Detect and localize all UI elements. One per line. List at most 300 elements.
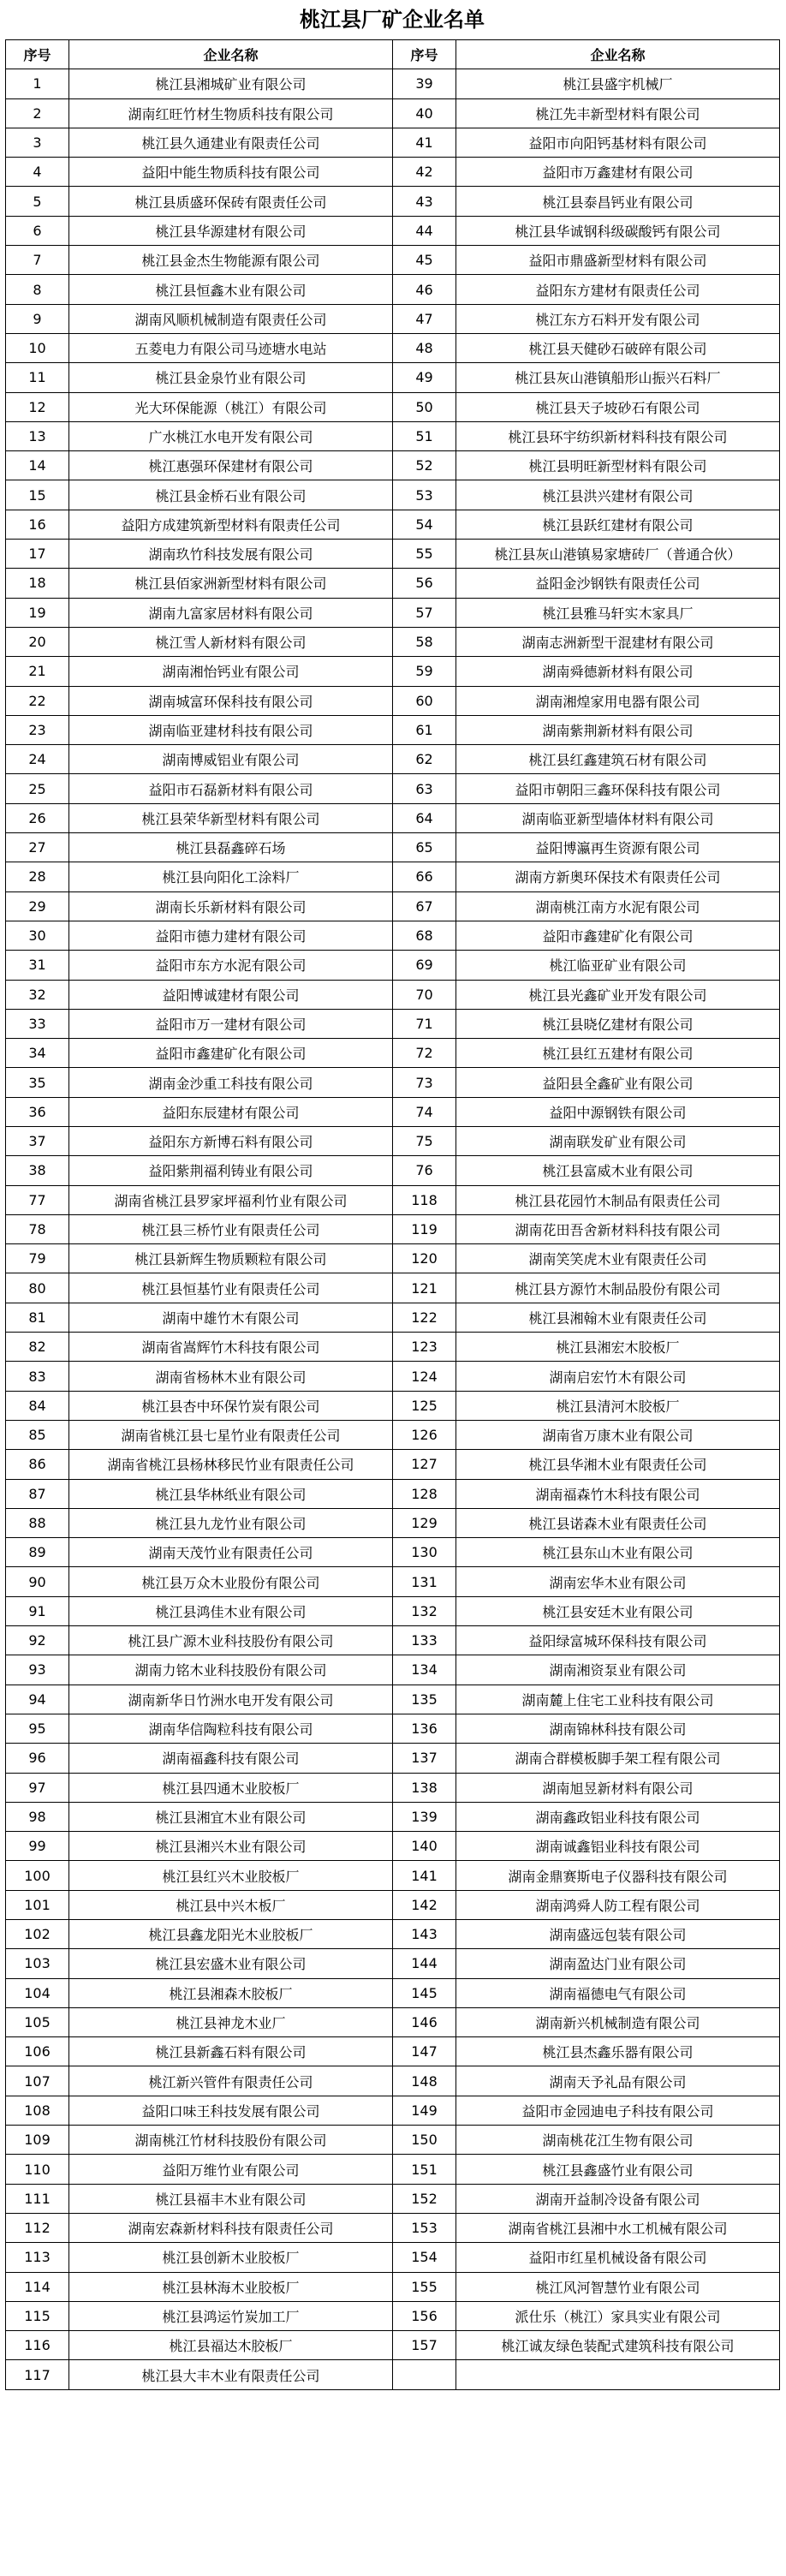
cell-name-right: 桃江县盛宇机械厂 (456, 69, 780, 98)
cell-no-left: 94 (6, 1685, 69, 1714)
cell-name-right: 湖南鑫政铝业科技有限公司 (456, 1802, 780, 1831)
table-row (6, 158, 780, 187)
cell-name-right: 桃江县杰鑫乐器有限公司 (456, 2037, 780, 2066)
table-row (6, 1832, 780, 1861)
cell-no-left: 79 (6, 1244, 69, 1273)
cell-name-left: 桃江县神龙木业厂 (69, 2007, 393, 2036)
table-row (6, 774, 780, 803)
cell-no-right: 120 (393, 1244, 456, 1273)
table-body (6, 69, 780, 2389)
cell-no-left: 98 (6, 1802, 69, 1831)
cell-no-left: 78 (6, 1214, 69, 1243)
table-row (6, 1890, 780, 1919)
table-row (6, 1978, 780, 2007)
table-row (6, 1567, 780, 1596)
table-row (6, 2155, 780, 2184)
cell-no-left: 12 (6, 392, 69, 421)
cell-no-left: 93 (6, 1655, 69, 1685)
cell-no-left: 103 (6, 1949, 69, 1978)
cell-name-right: 桃江先丰新型材料有限公司 (456, 98, 780, 128)
cell-no-right: 41 (393, 128, 456, 157)
cell-no-right: 126 (393, 1420, 456, 1449)
cell-name-right: 湖南盛远包装有限公司 (456, 1920, 780, 1949)
cell-no-right: 142 (393, 1890, 456, 1919)
cell-name-right: 桃江县湘翰木业有限责任公司 (456, 1303, 780, 1332)
cell-no-left: 100 (6, 1861, 69, 1890)
table-row (6, 862, 780, 891)
cell-no-left: 33 (6, 1009, 69, 1038)
cell-no-right: 141 (393, 1861, 456, 1890)
cell-name-right: 湖南志洲新型干混建材有限公司 (456, 627, 780, 656)
table-row (6, 2066, 780, 2096)
cell-no-right: 54 (393, 510, 456, 539)
cell-name-left: 桃江县福丰木业有限公司 (69, 2184, 393, 2213)
table-row (6, 246, 780, 275)
header-name-left: 企业名称 (69, 40, 393, 69)
table-row (6, 1185, 780, 1214)
cell-no-right: 56 (393, 569, 456, 598)
cell-no-right: 145 (393, 1978, 456, 2007)
cell-name-right: 湖南新兴机械制造有限公司 (456, 2007, 780, 2036)
cell-name-left: 益阳市德力建材有限公司 (69, 921, 393, 950)
cell-name-left: 桃江县恒鑫木业有限公司 (69, 275, 393, 304)
table-row (6, 1714, 780, 1743)
cell-no-right: 150 (393, 2126, 456, 2155)
cell-no-left: 82 (6, 1333, 69, 1362)
cell-name-right: 桃江县富威木业有限公司 (456, 1156, 780, 1185)
table-row (6, 686, 780, 715)
cell-name-left: 桃江县三桥竹业有限责任公司 (69, 1214, 393, 1243)
cell-name-right: 派仕乐（桃江）家具实业有限公司 (456, 2301, 780, 2330)
cell-name-right: 益阳市向阳钙基材料有限公司 (456, 128, 780, 157)
cell-name-right: 湖南笑笑虎木业有限责任公司 (456, 1244, 780, 1273)
cell-no-right: 146 (393, 2007, 456, 2036)
cell-name-left: 益阳市东方水泥有限公司 (69, 951, 393, 980)
table-row (6, 187, 780, 216)
table-row (6, 1009, 780, 1038)
cell-name-right: 湖南临亚新型墙体材料有限公司 (456, 803, 780, 832)
cell-no-left: 84 (6, 1391, 69, 1420)
cell-name-right: 桃江县跃红建材有限公司 (456, 510, 780, 539)
cell-no-left: 105 (6, 2007, 69, 2036)
cell-name-left: 桃江县湘宜木业有限公司 (69, 1802, 393, 1831)
cell-no-right: 129 (393, 1508, 456, 1537)
cell-no-left: 104 (6, 1978, 69, 2007)
cell-name-left: 桃江县新辉生物质颗粒有限公司 (69, 1244, 393, 1273)
cell-name-left: 益阳紫荆福利铸业有限公司 (69, 1156, 393, 1185)
cell-name-left: 桃江县金杰生物能源有限公司 (69, 246, 393, 275)
cell-no-right: 134 (393, 1655, 456, 1685)
header-no-left: 序号 (6, 40, 69, 69)
cell-name-right: 桃江县清河木胶板厂 (456, 1391, 780, 1420)
cell-no-left: 92 (6, 1626, 69, 1655)
cell-name-left: 湖南长乐新材料有限公司 (69, 891, 393, 921)
cell-name-left: 桃江县湘城矿业有限公司 (69, 69, 393, 98)
table-row (6, 2007, 780, 2036)
table-row (6, 2331, 780, 2360)
cell-name-right: 湖南花田吾舍新材料科技有限公司 (456, 1214, 780, 1243)
cell-name-left: 桃江县创新木业胶板厂 (69, 2243, 393, 2272)
table-row (6, 451, 780, 480)
cell-no-left: 5 (6, 187, 69, 216)
cell-name-left: 桃江县磊鑫碎石场 (69, 833, 393, 862)
cell-name-right: 桃江县红五建材有限公司 (456, 1039, 780, 1068)
cell-no-right: 154 (393, 2243, 456, 2272)
table-row (6, 1097, 780, 1126)
cell-name-left: 湖南金沙重工科技有限公司 (69, 1068, 393, 1097)
cell-no-left: 2 (6, 98, 69, 128)
table-row (6, 540, 780, 569)
cell-name-right: 湖南省桃江县湘中水工机械有限公司 (456, 2213, 780, 2242)
cell-no-right: 128 (393, 1479, 456, 1508)
cell-name-left: 益阳市万一建材有限公司 (69, 1009, 393, 1038)
table-row (6, 1273, 780, 1303)
cell-name-right: 湖南联发矿业有限公司 (456, 1126, 780, 1155)
cell-no-right: 43 (393, 187, 456, 216)
cell-no-left: 87 (6, 1479, 69, 1508)
cell-no-right: 45 (393, 246, 456, 275)
cell-no-left: 36 (6, 1097, 69, 1126)
cell-no-left: 15 (6, 480, 69, 510)
cell-no-left: 17 (6, 540, 69, 569)
table-row (6, 657, 780, 686)
cell-no-left: 102 (6, 1920, 69, 1949)
cell-no-left: 85 (6, 1420, 69, 1449)
table-row (6, 598, 780, 627)
cell-no-left: 110 (6, 2155, 69, 2184)
cell-name-right: 桃江县花园竹木制品有限责任公司 (456, 1185, 780, 1214)
cell-no-right: 64 (393, 803, 456, 832)
cell-name-right: 湖南麓上住宅工业科技有限公司 (456, 1685, 780, 1714)
cell-no-right: 147 (393, 2037, 456, 2066)
table-row (6, 2243, 780, 2272)
cell-no-right: 124 (393, 1362, 456, 1391)
cell-no-right: 70 (393, 980, 456, 1009)
cell-name-left: 广水桃江水电开发有限公司 (69, 421, 393, 450)
cell-name-left: 桃江县鑫龙阳光木业胶板厂 (69, 1920, 393, 1949)
cell-name-left: 桃江县金泉竹业有限公司 (69, 363, 393, 392)
cell-name-left: 益阳口味王科技发展有限公司 (69, 2096, 393, 2125)
table-row (6, 1920, 780, 1949)
cell-name-left: 桃江县福达木胶板厂 (69, 2331, 393, 2360)
table-row (6, 833, 780, 862)
cell-name-right: 湖南湘煌家用电器有限公司 (456, 686, 780, 715)
table-row (6, 627, 780, 656)
cell-name-left: 桃江县四通木业胶板厂 (69, 1773, 393, 1802)
cell-no-right: 63 (393, 774, 456, 803)
cell-name-left: 益阳市石磊新材料有限公司 (69, 774, 393, 803)
cell-name-left: 湖南天茂竹业有限责任公司 (69, 1538, 393, 1567)
cell-name-left: 湖南力铭木业科技股份有限公司 (69, 1655, 393, 1685)
cell-no-right: 46 (393, 275, 456, 304)
cell-no-right: 135 (393, 1685, 456, 1714)
cell-no-right: 68 (393, 921, 456, 950)
cell-no-left: 23 (6, 715, 69, 744)
cell-no-right: 151 (393, 2155, 456, 2184)
cell-no-right: 139 (393, 1802, 456, 1831)
cell-name-right: 湖南旭昱新材料有限公司 (456, 1773, 780, 1802)
cell-name-left: 桃江县久通建业有限责任公司 (69, 128, 393, 157)
table-row (6, 1949, 780, 1978)
cell-name-left: 桃江县质盛环保砖有限责任公司 (69, 187, 393, 216)
cell-name-right: 益阳市红星机械设备有限公司 (456, 2243, 780, 2272)
cell-no-right: 144 (393, 1949, 456, 1978)
cell-name-right: 益阳金沙钢铁有限责任公司 (456, 569, 780, 598)
cell-name-left: 桃江县宏盛木业有限公司 (69, 1949, 393, 1978)
table-row (6, 1362, 780, 1391)
cell-no-right: 118 (393, 1185, 456, 1214)
cell-no-left: 99 (6, 1832, 69, 1861)
table-row (6, 128, 780, 157)
cell-no-right: 65 (393, 833, 456, 862)
cell-no-right: 52 (393, 451, 456, 480)
cell-no-right: 57 (393, 598, 456, 627)
cell-no-right: 153 (393, 2213, 456, 2242)
cell-no-left: 106 (6, 2037, 69, 2066)
company-table (5, 39, 780, 2390)
cell-no-right: 59 (393, 657, 456, 686)
table-row (6, 392, 780, 421)
table-row (6, 1391, 780, 1420)
cell-no-right: 58 (393, 627, 456, 656)
cell-name-right: 湖南合群模板脚手架工程有限公司 (456, 1744, 780, 1773)
cell-name-left: 桃江县万众木业股份有限公司 (69, 1567, 393, 1596)
table-row (6, 1773, 780, 1802)
table-row (6, 304, 780, 333)
cell-name-right: 湖南锦林科技有限公司 (456, 1714, 780, 1743)
cell-no-left: 29 (6, 891, 69, 921)
cell-name-left: 桃江县鸿佳木业有限公司 (69, 1596, 393, 1625)
cell-no-left: 3 (6, 128, 69, 157)
cell-name-right: 桃江县光鑫矿业开发有限公司 (456, 980, 780, 1009)
cell-name-left: 桃江县广源木业科技股份有限公司 (69, 1626, 393, 1655)
cell-name-left: 湖南九富家居材料有限公司 (69, 598, 393, 627)
cell-no-left: 81 (6, 1303, 69, 1332)
cell-no-left: 30 (6, 921, 69, 950)
cell-no-right: 143 (393, 1920, 456, 1949)
cell-no-left: 19 (6, 598, 69, 627)
cell-no-left: 34 (6, 1039, 69, 1068)
cell-no-right: 50 (393, 392, 456, 421)
cell-no-right: 67 (393, 891, 456, 921)
table-row (6, 363, 780, 392)
cell-name-right: 湖南启宏竹木有限公司 (456, 1362, 780, 1391)
cell-name-right: 益阳东方建材有限责任公司 (456, 275, 780, 304)
cell-name-right: 湖南舜德新材料有限公司 (456, 657, 780, 686)
cell-name-right: 益阳市朝阳三鑫环保科技有限公司 (456, 774, 780, 803)
cell-name-left: 桃江县大丰木业有限责任公司 (69, 2360, 393, 2389)
cell-no-right: 152 (393, 2184, 456, 2213)
cell-no-left: 7 (6, 246, 69, 275)
table-row (6, 1068, 780, 1097)
table-row (6, 1508, 780, 1537)
cell-name-right: 益阳市鼎盛新型材料有限公司 (456, 246, 780, 275)
cell-no-right: 48 (393, 333, 456, 362)
table-row (6, 2301, 780, 2330)
table-row (6, 333, 780, 362)
cell-name-left: 益阳中能生物质科技有限公司 (69, 158, 393, 187)
cell-no-right: 76 (393, 1156, 456, 1185)
cell-name-right: 桃江诚友绿色装配式建筑科技有限公司 (456, 2331, 780, 2360)
table-row (6, 569, 780, 598)
cell-no-right: 127 (393, 1450, 456, 1479)
table-row (6, 1802, 780, 1831)
cell-no-left: 14 (6, 451, 69, 480)
table-row (6, 1479, 780, 1508)
table-row (6, 1214, 780, 1243)
cell-name-left: 湖南中雄竹木有限公司 (69, 1303, 393, 1332)
cell-no-right: 62 (393, 745, 456, 774)
cell-name-right: 桃江县东山木业有限公司 (456, 1538, 780, 1567)
cell-name-left: 湖南玖竹科技发展有限公司 (69, 540, 393, 569)
cell-name-right: 湖南桃花江生物有限公司 (456, 2126, 780, 2155)
cell-no-right: 60 (393, 686, 456, 715)
cell-name-left: 桃江县红兴木业胶板厂 (69, 1861, 393, 1890)
table-row (6, 1244, 780, 1273)
cell-no-left: 109 (6, 2126, 69, 2155)
cell-name-left: 湖南省桃江县七星竹业有限责任公司 (69, 1420, 393, 1449)
cell-name-right: 益阳博瀛再生资源有限公司 (456, 833, 780, 862)
cell-name-right: 桃江东方石料开发有限公司 (456, 304, 780, 333)
cell-no-left: 4 (6, 158, 69, 187)
table-row (6, 510, 780, 539)
cell-no-left: 97 (6, 1773, 69, 1802)
cell-name-left: 湖南博威铝业有限公司 (69, 745, 393, 774)
cell-no-right: 47 (393, 304, 456, 333)
cell-name-right: 桃江临亚矿业有限公司 (456, 951, 780, 980)
cell-name-left: 湖南城富环保科技有限公司 (69, 686, 393, 715)
table-row (6, 480, 780, 510)
cell-no-right: 136 (393, 1714, 456, 1743)
table-row (6, 275, 780, 304)
cell-no-left: 89 (6, 1538, 69, 1567)
cell-no-right: 122 (393, 1303, 456, 1332)
table-row (6, 1538, 780, 1567)
table-row (6, 2184, 780, 2213)
table-row (6, 2272, 780, 2301)
cell-no-left: 83 (6, 1362, 69, 1391)
cell-name-right: 益阳市鑫建矿化有限公司 (456, 921, 780, 950)
cell-no-left: 1 (6, 69, 69, 98)
table-row (6, 2213, 780, 2242)
cell-no-right: 137 (393, 1744, 456, 1773)
cell-name-left: 桃江县华林纸业有限公司 (69, 1479, 393, 1508)
cell-no-left: 101 (6, 1890, 69, 1919)
cell-name-left: 桃江县鸿运竹炭加工厂 (69, 2301, 393, 2330)
cell-name-right: 桃江风河智慧竹业有限公司 (456, 2272, 780, 2301)
header-name-right: 企业名称 (456, 40, 780, 69)
table-row (6, 2096, 780, 2125)
cell-no-right: 69 (393, 951, 456, 980)
cell-name-left: 益阳东辰建材有限公司 (69, 1097, 393, 1126)
cell-no-left: 37 (6, 1126, 69, 1155)
cell-name-right: 桃江县洪兴建材有限公司 (456, 480, 780, 510)
cell-name-left: 桃江惠强环保建材有限公司 (69, 451, 393, 480)
cell-name-left: 湖南省桃江县杨林移民竹业有限责任公司 (69, 1450, 393, 1479)
cell-no-left: 80 (6, 1273, 69, 1303)
cell-no-left: 27 (6, 833, 69, 862)
cell-name-right: 桃江县诺森木业有限责任公司 (456, 1508, 780, 1537)
table-row (6, 1596, 780, 1625)
cell-no-right: 123 (393, 1333, 456, 1362)
cell-no-left: 20 (6, 627, 69, 656)
cell-no-left: 107 (6, 2066, 69, 2096)
table-row (6, 2126, 780, 2155)
cell-no-left: 11 (6, 363, 69, 392)
cell-no-left: 114 (6, 2272, 69, 2301)
table-row (6, 1126, 780, 1155)
cell-name-right: 桃江县环宇纺织新材料科技有限公司 (456, 421, 780, 450)
cell-no-right: 138 (393, 1773, 456, 1802)
cell-name-left: 桃江县金桥石业有限公司 (69, 480, 393, 510)
table-row (6, 891, 780, 921)
cell-name-left: 桃江县恒基竹业有限责任公司 (69, 1273, 393, 1303)
cell-no-left: 13 (6, 421, 69, 450)
cell-name-left: 五菱电力有限公司马迹塘水电站 (69, 333, 393, 362)
cell-name-left: 桃江县荣华新型材料有限公司 (69, 803, 393, 832)
cell-name-left: 光大环保能源（桃江）有限公司 (69, 392, 393, 421)
cell-no-left: 95 (6, 1714, 69, 1743)
cell-name-left: 桃江县湘兴木业有限公司 (69, 1832, 393, 1861)
cell-no-left: 86 (6, 1450, 69, 1479)
cell-no-left: 26 (6, 803, 69, 832)
cell-name-right: 湖南诚鑫铝业科技有限公司 (456, 1832, 780, 1861)
cell-no-right (393, 2360, 456, 2389)
cell-no-left: 115 (6, 2301, 69, 2330)
cell-name-right: 湖南天予礼品有限公司 (456, 2066, 780, 2096)
cell-no-right: 73 (393, 1068, 456, 1097)
cell-no-right: 39 (393, 69, 456, 98)
cell-no-right: 75 (393, 1126, 456, 1155)
cell-name-right: 湖南福德电气有限公司 (456, 1978, 780, 2007)
cell-no-right: 119 (393, 1214, 456, 1243)
table-row (6, 803, 780, 832)
table-row (6, 1685, 780, 1714)
cell-no-left: 96 (6, 1744, 69, 1773)
cell-name-left: 益阳方成建筑新型材料有限责任公司 (69, 510, 393, 539)
cell-name-left: 益阳万维竹业有限公司 (69, 2155, 393, 2184)
cell-name-left: 桃江县林海木业胶板厂 (69, 2272, 393, 2301)
table-row (6, 421, 780, 450)
table-row (6, 69, 780, 98)
cell-name-left: 桃江雪人新材料有限公司 (69, 627, 393, 656)
table-row (6, 921, 780, 950)
cell-no-left: 116 (6, 2331, 69, 2360)
cell-name-right: 湖南紫荆新材料有限公司 (456, 715, 780, 744)
table-row (6, 1156, 780, 1185)
cell-no-right: 40 (393, 98, 456, 128)
table-row (6, 1333, 780, 1362)
cell-no-left: 88 (6, 1508, 69, 1537)
cell-name-left: 桃江县湘森木胶板厂 (69, 1978, 393, 2007)
cell-name-left: 桃江县华源建材有限公司 (69, 216, 393, 245)
table-row (6, 745, 780, 774)
cell-no-right: 133 (393, 1626, 456, 1655)
cell-name-right: 湖南开益制冷设备有限公司 (456, 2184, 780, 2213)
cell-name-left: 益阳博诚建材有限公司 (69, 980, 393, 1009)
table-row (6, 1626, 780, 1655)
table-row (6, 715, 780, 744)
table-row (6, 980, 780, 1009)
cell-name-right: 桃江县红鑫建筑石材有限公司 (456, 745, 780, 774)
cell-no-right: 149 (393, 2096, 456, 2125)
cell-name-left: 桃江新兴管件有限责任公司 (69, 2066, 393, 2096)
cell-name-right: 湖南桃江南方水泥有限公司 (456, 891, 780, 921)
cell-no-right: 155 (393, 2272, 456, 2301)
cell-no-left: 117 (6, 2360, 69, 2389)
cell-name-right: 益阳市金园迪电子科技有限公司 (456, 2096, 780, 2125)
table-row (6, 951, 780, 980)
